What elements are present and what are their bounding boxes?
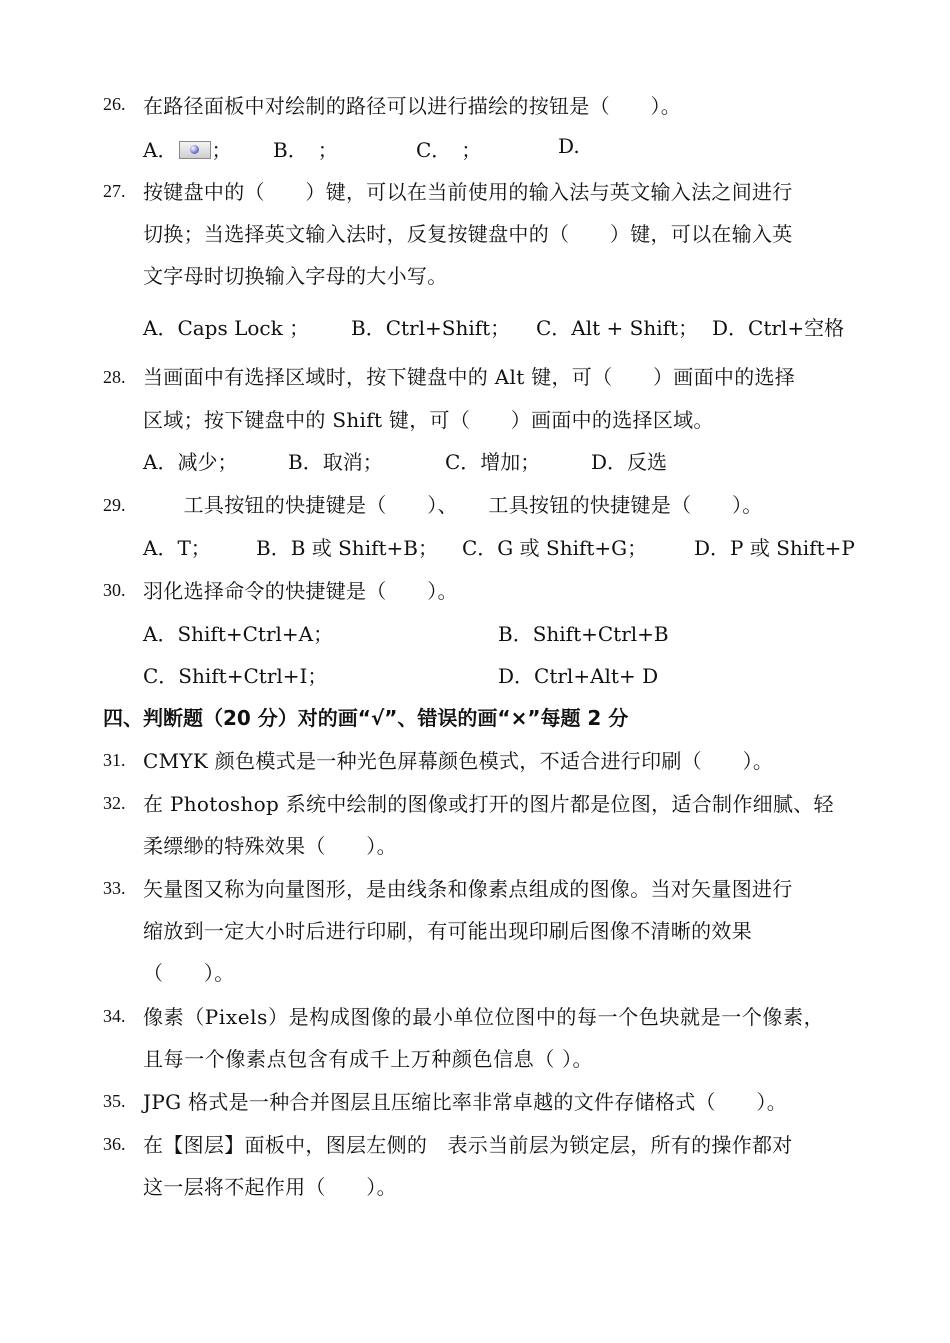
question-number: 31. bbox=[103, 750, 126, 770]
question-text: 羽化选择命令的快捷键是（ ）。 bbox=[143, 579, 458, 603]
option-a-label: A． bbox=[143, 138, 178, 162]
question-number: 27. bbox=[103, 181, 126, 201]
question-text: 文字母时切换输入字母的大小写。 bbox=[143, 264, 448, 288]
question-number: 26. bbox=[103, 94, 126, 114]
option-b: B． ； bbox=[273, 138, 338, 162]
option-a: A．Shift+Ctrl+A； bbox=[143, 622, 334, 646]
question-text: （ ）。 bbox=[143, 961, 235, 985]
option-a: A．Caps Lock ； bbox=[143, 316, 310, 340]
question-text: 按键盘中的（ ）键，可以在当前使用的输入法与英文输入法之间进行 bbox=[143, 180, 793, 204]
question-number: 28. bbox=[103, 367, 126, 387]
option-b: B．B 或 Shift+B； bbox=[256, 536, 438, 560]
question-text: 当画面中有选择区域时，按下键盘中的 Alt 键，可（ ）画面中的选择 bbox=[143, 365, 796, 389]
option-d: D．反选 bbox=[591, 450, 668, 474]
option-a: A．减少； bbox=[143, 450, 238, 474]
option-c: C． ； bbox=[416, 138, 482, 162]
question-text: 在路径面板中对绘制的路径可以进行描绘的按钮是（ ）。 bbox=[143, 94, 682, 118]
option-c: C．增加； bbox=[445, 450, 541, 474]
question-text: JPG 格式是一种合并图层且压缩比率非常卓越的文件存储格式（ ）。 bbox=[143, 1090, 788, 1114]
option-b: B．取消； bbox=[288, 450, 383, 474]
section-heading: 四、判断题（20 分）对的画“√”、错误的画“×”每题 2 分 bbox=[103, 706, 629, 730]
question-text: 像素（Pixels）是构成图像的最小单位位图中的每一个色块就是一个像素， bbox=[143, 1005, 825, 1029]
option-c: C．Alt + Shift； bbox=[536, 316, 699, 340]
question-text: 缩放到一定大小时后进行印刷，有可能出现印刷后图像不清晰的效果 bbox=[143, 919, 752, 943]
option-d: D．Ctrl+空格 bbox=[712, 316, 845, 340]
question-text: 且每一个像素点包含有成千上万种颜色信息（ ）。 bbox=[143, 1047, 594, 1071]
question-number: 29. bbox=[103, 495, 126, 515]
option-d: D. bbox=[558, 134, 580, 158]
question-number: 35. bbox=[103, 1091, 126, 1111]
question-text: 柔缥缈的特殊效果（ ）。 bbox=[143, 834, 397, 858]
question-number: 33. bbox=[103, 878, 126, 898]
question-text: 这一层将不起作用（ ）。 bbox=[143, 1175, 397, 1199]
question-number: 36. bbox=[103, 1134, 126, 1154]
question-number: 34. bbox=[103, 1006, 126, 1026]
option-c: C．G 或 Shift+G； bbox=[462, 536, 648, 560]
option-a: A．T； bbox=[143, 536, 211, 560]
question-number: 30. bbox=[103, 580, 126, 600]
stroke-path-icon bbox=[179, 141, 211, 159]
option-b: B．Shift+Ctrl+B bbox=[498, 622, 669, 646]
option-d: D．P 或 Shift+P bbox=[694, 536, 855, 560]
option-b: B．Ctrl+Shift； bbox=[351, 316, 511, 340]
question-text: 切换；当选择英文输入法时，反复按键盘中的（ ）键，可以在输入英 bbox=[143, 222, 793, 246]
question-number: 32. bbox=[103, 793, 126, 813]
option-a-separator: ； bbox=[211, 138, 232, 162]
option-d: D．Ctrl+Alt+ D bbox=[498, 664, 659, 688]
option-a bbox=[143, 134, 231, 163]
question-text: 在 Photoshop 系统中绘制的图像或打开的图片都是位图，适合制作细腻、轻 bbox=[143, 792, 834, 816]
question-text: 在【图层】面板中，图层左侧的 表示当前层为锁定层，所有的操作都对 bbox=[143, 1133, 793, 1157]
question-text: 区域；按下键盘中的 Shift 键，可（ ）画面中的选择区域。 bbox=[143, 408, 714, 432]
question-text: 工具按钮的快捷键是（ ）、 工具按钮的快捷键是（ ）。 bbox=[143, 493, 763, 517]
question-text: CMYK 颜色模式是一种光色屏幕颜色模式，不适合进行印刷（ ）。 bbox=[143, 749, 774, 773]
question-text: 矢量图又称为向量图形，是由线条和像素点组成的图像。当对矢量图进行 bbox=[143, 877, 793, 901]
option-c: C．Shift+Ctrl+I； bbox=[143, 664, 328, 688]
